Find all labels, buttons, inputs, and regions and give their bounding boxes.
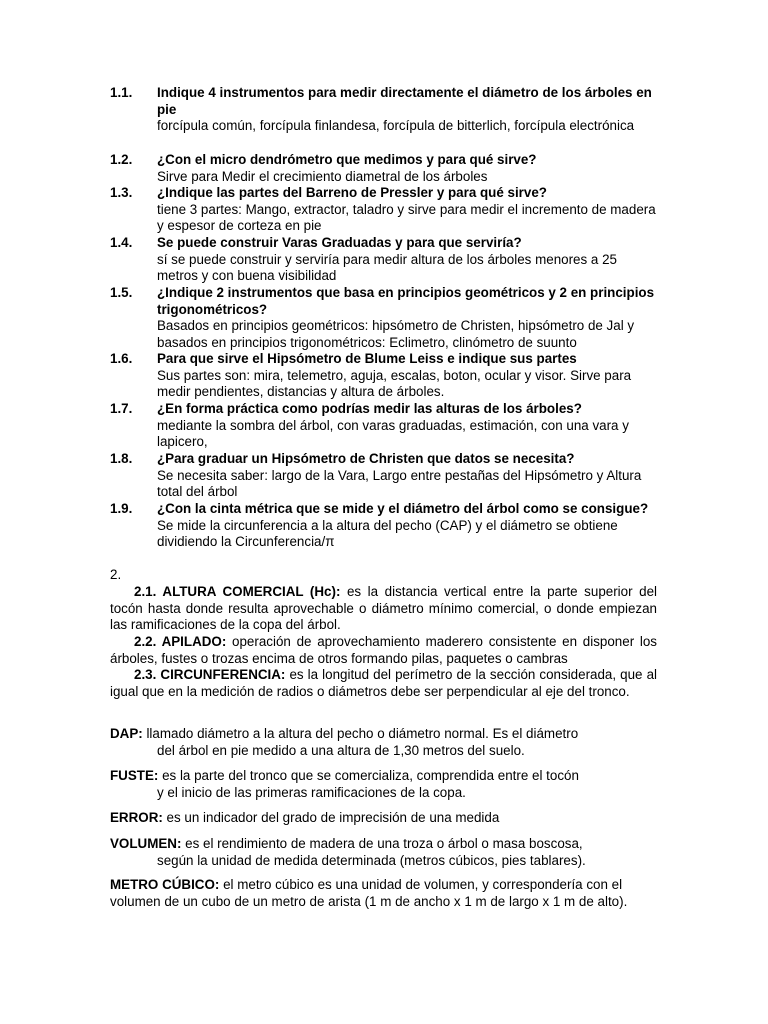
definition-term: 2.1. ALTURA COMERCIAL (Hc):	[134, 584, 341, 599]
glossary-item	[110, 768, 660, 801]
answer-text: Sirve para Medir el crecimiento diametral de los árboles	[157, 168, 488, 184]
glossary-text: es el rendimiento de madera de una troza o árbol o masa boscosa,	[181, 836, 583, 851]
question-item	[110, 152, 660, 185]
answer-text: Se necesita saber: largo de la Vara, Largo entre pestañas del Hipsómetro y Altura total del árbol	[157, 467, 642, 500]
glossary-continuation: y el inicio de las primeras ramificaciones de la copa.	[157, 784, 466, 800]
glossary-term: METRO CÚBICO:	[110, 877, 220, 892]
glossary-text: el metro cúbico es una unidad de volumen, y correspondería con el	[219, 877, 623, 892]
question-number: 1.3.	[110, 185, 133, 200]
question-text: ¿Indique las partes del Barreno de Pressler y para qué sirve?	[157, 185, 547, 200]
question-item	[110, 401, 660, 451]
answer-text: Sus partes son: mira, telemetro, aguja, escalas, boton, ocular y visor. Sirve para medir pendientes, distancias y altura de árboles.	[157, 367, 632, 400]
definition-item	[110, 584, 657, 634]
question-text: ¿Indique 2 instrumentos que basa en principios geométricos y 2 en principios trigonométricos?	[157, 285, 655, 317]
answer-text: Basados en principios geométricos: hipsómetro de Christen, hipsómetro de Jal y basados en principios trigonométricos: Eclimetro, clinómetro de suunto	[157, 318, 635, 351]
answer-text: forcípula común, forcípula finlandesa, forcípula de bitterlich, forcípula electrónica	[157, 118, 635, 134]
question-number: 1.2.	[110, 152, 133, 167]
glossary-term: VOLUMEN:	[110, 836, 182, 851]
glossary-text: es la parte del tronco que se comercializa, comprendida entre el tocón	[158, 768, 579, 783]
answer-text: tiene 3 partes: Mango, extractor, taladro y sirve para medir el incremento de madera y espesor de corteza en pie	[157, 201, 656, 234]
question-item	[110, 85, 660, 135]
question-number: 1.8.	[110, 451, 133, 466]
question-item	[110, 285, 660, 352]
question-text: ¿Con el micro dendrómetro que medimos y para qué sirve?	[157, 152, 537, 167]
glossary-continuation: del árbol en pie medido a una altura de 1,30 metros del suelo.	[157, 742, 525, 758]
question-number: 1.4.	[110, 235, 133, 250]
glossary-item	[110, 726, 660, 759]
question-text: Se puede construir Varas Graduadas y para que serviría?	[157, 235, 522, 250]
answer-text: Se mide la circunferencia a la altura del pecho (CAP) y el diámetro se obtiene dividiendo la Circunferencia/π	[157, 517, 618, 550]
question-text: ¿Para graduar un Hipsómetro de Christen que datos se necesita?	[157, 451, 575, 466]
glossary-item	[110, 810, 660, 827]
glossary-item	[110, 836, 660, 869]
question-text: Indique 4 instrumentos para medir directamente el diámetro de los árboles en pie	[157, 85, 652, 117]
question-number: 1.6.	[110, 351, 133, 366]
question-text: Para que sirve el Hipsómetro de Blume Leiss e indique sus partes	[157, 351, 577, 366]
glossary-item	[110, 877, 670, 910]
answer-text: sí se puede construir y serviría para medir altura de los árboles menores a 25 metros y con buena visibilidad	[157, 251, 617, 284]
question-item	[110, 451, 660, 501]
answer-text: mediante la sombra del árbol, con varas graduadas, estimación, con una vara y lapicero,	[157, 417, 629, 450]
definition-text: es la distancia vertical entre la parte superior del tocón hasta donde resulta aprovechable o diámetro mínimo comercial, o donde empiezan las ramificaciones de la copa del árbol.	[110, 584, 657, 633]
definition-term: 2.2. APILADO:	[134, 634, 227, 649]
definition-text: es la longitud del perímetro de la sección considerada, que al igual que en la medición de radios o diámetros debe ser perpendicular al eje del tronco.	[110, 667, 657, 699]
glossary-text: es un indicador del grado de imprecisión de una medida	[162, 810, 500, 825]
question-item	[110, 185, 660, 235]
definition-term: 2.3. CIRCUNFERENCIA:	[134, 667, 286, 682]
definition-item	[110, 667, 657, 700]
question-text: ¿En forma práctica como podrías medir las alturas de los árboles?	[157, 401, 582, 416]
glossary-term: ERROR:	[110, 810, 163, 825]
section-number: 2.	[110, 567, 122, 582]
definition-text: operación de aprovechamiento maderero consistente en disponer los árboles, fustes o trozas encima de otros formando pilas, paquetes o cambras	[110, 634, 657, 666]
glossary-text: llamado diámetro a la altura del pecho o diámetro normal. Es el diámetro	[142, 726, 579, 741]
question-text: ¿Con la cinta métrica que se mide y el diámetro del árbol como se consigue?	[157, 501, 649, 516]
question-number: 1.1.	[110, 85, 133, 100]
glossary-continuation: volumen de un cubo de un metro de arista (1 m de ancho x 1 m de largo x 1 m de alto).	[110, 893, 628, 909]
glossary-term: FUSTE:	[110, 768, 159, 783]
question-item	[110, 235, 660, 285]
question-number: 1.9.	[110, 501, 133, 516]
question-number: 1.5.	[110, 285, 133, 300]
question-item	[110, 501, 660, 551]
glossary-term: DAP:	[110, 726, 143, 741]
definition-item	[110, 634, 657, 667]
question-item	[110, 351, 660, 401]
glossary-continuation: según la unidad de medida determinada (metros cúbicos, pies tablares).	[157, 852, 586, 868]
question-number: 1.7.	[110, 401, 133, 416]
